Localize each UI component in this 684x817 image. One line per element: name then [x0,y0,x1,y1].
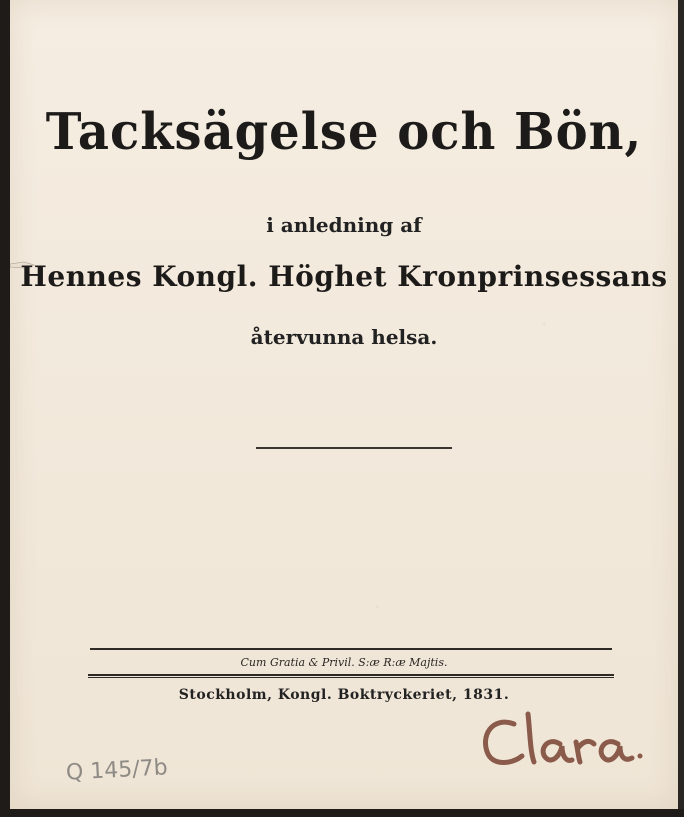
scan-left-edge [0,0,10,817]
imprint-rule [88,674,614,676]
scan-bottom-edge [0,809,684,817]
decorative-rule [256,447,452,449]
imprint-rule-secondary [88,677,614,678]
imprint-line: Stockholm, Kongl. Boktryckeriet, 1831. [178,687,510,703]
health-line: återvunna helsa. [250,325,438,349]
document-title: Tacksägelse och Bön, [45,102,643,162]
privilege-top-rule [90,648,612,650]
pencil-shelfmark: Q 145/7b [65,755,169,786]
privilege-line: Cum Gratia & Privil. S:æ R:æ Majtis. [240,656,448,669]
document-page [10,0,678,809]
royal-line: Hennes Kongl. Höghet Kronprinsessans [20,260,668,293]
document-subtitle: i anledning af [266,213,422,237]
handwritten-signature [472,706,652,776]
